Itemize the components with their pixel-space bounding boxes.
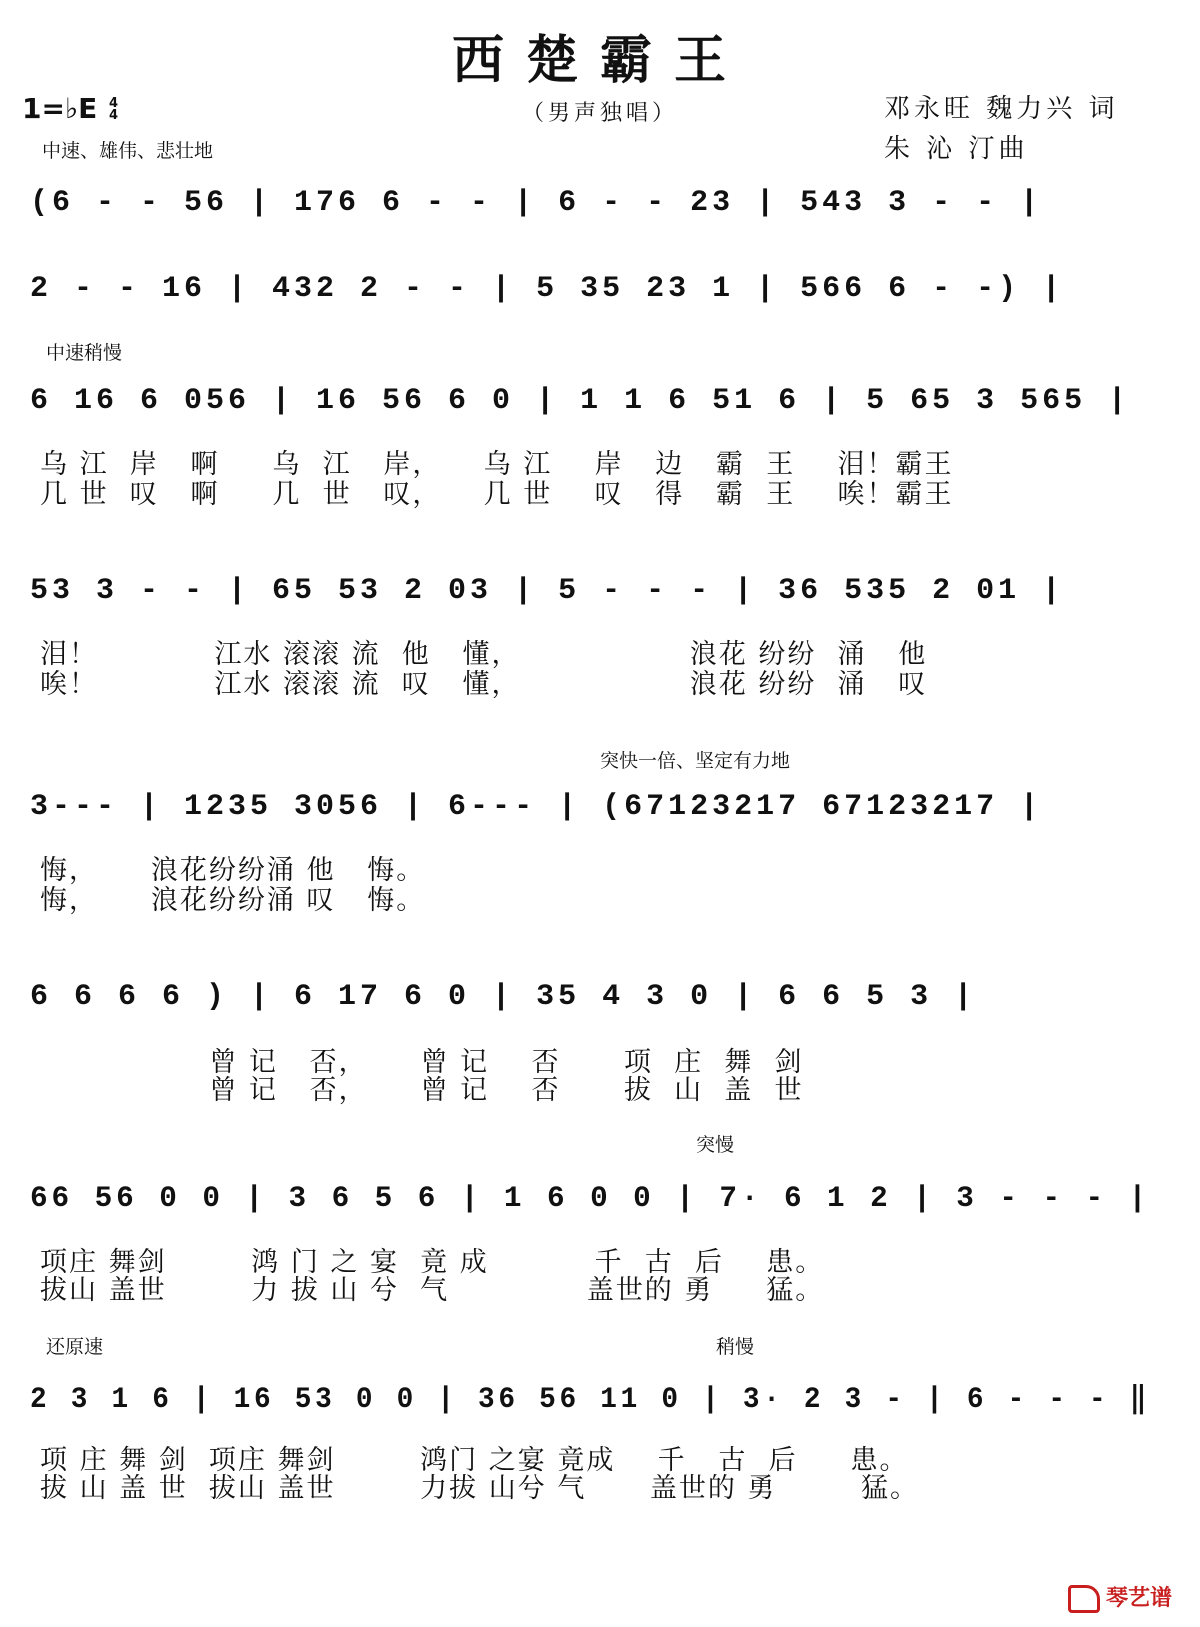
lyrics-verse-1: 乌 江 岸 啊 乌 江 岸， 乌 江 岸 边 霸 王 泪！霸王	[40, 449, 954, 480]
logo-icon	[1068, 1585, 1100, 1613]
staff-notes: 66 56 0 0 | 3 6 5 6 | 1 6 0 0 | 7· 6 1 2 | 3 - - - |	[30, 1182, 1151, 1216]
page-title: 西楚霸王	[451, 30, 748, 91]
lyrics-verse-1: 项庄 舞剑 鸿 门 之 宴 竟 成 千 古 后 患。	[40, 1247, 825, 1278]
tempo-intro: 中速、雄伟、悲壮地	[42, 140, 214, 162]
lyrics-verse-2: 唉！ 江水 滚滚 流 叹 懂， 浪花 纷纷 涌 叹	[40, 669, 928, 700]
lyrics-verse-2: 曾 记 否， 曾 记 否 拔 山 盖 世	[40, 1075, 804, 1106]
lyrics-verse-2: 拔 山 盖 世 拔山 盖世 力拔 山兮 气 盖世的 勇 猛。	[40, 1473, 920, 1504]
staff-notes: 6 16 6 056 | 16 56 6 0 | 1 1 6 51 6 | 5 65 3 565 |	[30, 384, 1131, 418]
staff-line-7	[30, 1182, 1160, 1242]
time-top: 4	[109, 96, 119, 111]
staff-line-2	[30, 272, 1160, 332]
staff-line-3	[30, 384, 1160, 444]
staff-line-8	[30, 1380, 1160, 1440]
subtitle: （男声独唱）	[521, 101, 678, 126]
staff-line-5	[30, 790, 1160, 850]
staff-line-1	[30, 186, 1160, 246]
lyrics-verse-1: 泪！ 江水 滚滚 流 他 懂， 浪花 纷纷 涌 他	[40, 639, 928, 670]
composer-credit: 朱 沁 汀曲	[884, 134, 1029, 164]
tempo-slightly-slow: 稍慢	[716, 1336, 755, 1358]
staff-line-4	[30, 574, 1160, 634]
lyrics-verse-2: 拔山 盖世 力 拔 山 兮 气 盖世的 勇 猛。	[40, 1275, 825, 1306]
staff-notes: 2 - - 16 | 432 2 - - | 5 35 23 1 | 566 6 - -) |	[30, 272, 1065, 306]
lyrics-verse-1: 曾 记 否， 曾 记 否 项 庄 舞 剑	[40, 1047, 804, 1078]
time-bottom: 4	[109, 108, 119, 123]
tempo-faster: 突快一倍、坚定有力地	[600, 750, 791, 772]
lyrics-verse-2: 悔， 浪花纷纷涌 叹 悔。	[40, 885, 426, 916]
watermark-logo	[1068, 1581, 1172, 1613]
staff-notes: 6 6 6 6 ) | 6 17 6 0 | 35 4 3 0 | 6 6 5 3 |	[30, 980, 977, 1014]
key-text: 1=♭E	[22, 92, 98, 125]
staff-notes: 53 3 - - | 65 53 2 03 | 5 - - - | 36 535 2 01 |	[30, 574, 1065, 608]
watermark-text: 琴艺谱	[1105, 1586, 1172, 1611]
staff-line-6	[30, 980, 1160, 1040]
tempo-verse: 中速稍慢	[46, 342, 123, 364]
staff-notes: (6 - - 56 | 176 6 - - | 6 - - 23 | 543 3 - - |	[30, 186, 1043, 220]
staff-notes: 3--- | 1235 3056 | 6--- | (67123217 67123217 |	[30, 790, 1043, 824]
lyrics-verse-1: 项 庄 舞 剑 项庄 舞剑 鸿门 之宴 竟成 千 古 后 患。	[40, 1445, 909, 1476]
lyrics-verse-1: 悔， 浪花纷纷涌 他 悔。	[40, 855, 426, 886]
tempo-slow: 突慢	[696, 1134, 735, 1156]
lyrics-verse-2: 几 世 叹 啊 几 世 叹， 几 世 叹 得 霸 王 唉！霸王	[40, 479, 954, 510]
tempo-restore: 还原速	[46, 1336, 104, 1358]
lyricist-credit: 邓永旺 魏力兴 词	[884, 94, 1119, 124]
staff-notes: 2 3 1 6 | 16 53 0 0 | 36 56 11 0 | 3· 2 3 - | 6 - - - ‖	[30, 1383, 1151, 1417]
